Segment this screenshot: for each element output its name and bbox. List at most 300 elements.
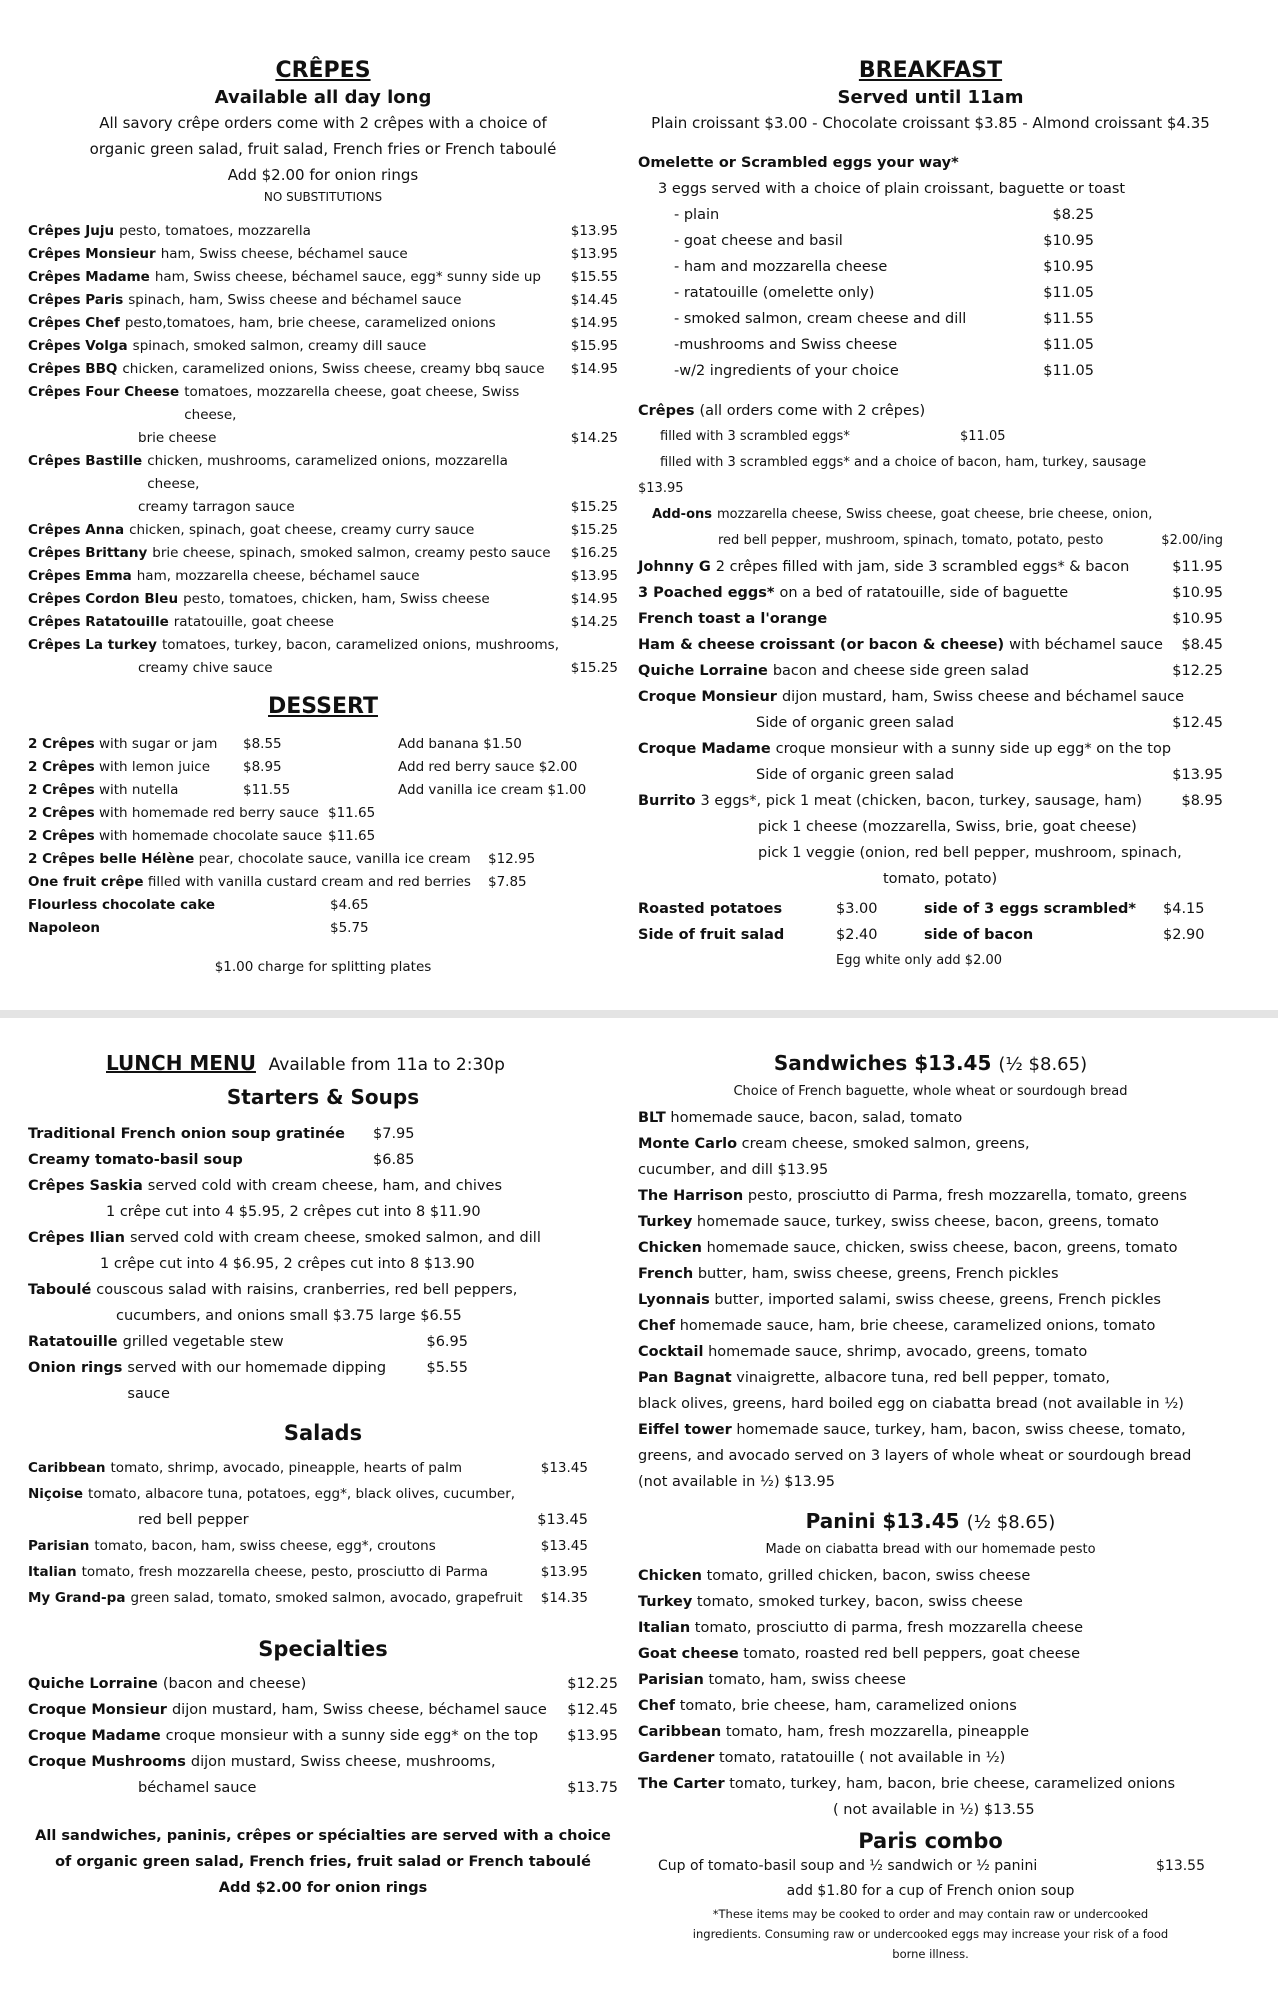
dessert-name-desc <box>28 917 330 940</box>
dessert-name-desc <box>28 802 328 825</box>
dessert-name: 2 Crêpes <box>28 782 95 798</box>
starter-item <box>28 1329 618 1355</box>
item-name: Crêpes Ratatouille <box>28 614 169 630</box>
specialty-item <box>28 1749 618 1775</box>
item-description: tomato, turkey, ham, bacon, brie cheese, caramelized onions <box>729 1776 1176 1792</box>
item-name: Croque Mushrooms <box>28 1754 186 1770</box>
omelette-option <box>638 254 1094 280</box>
egg-white-note: Egg white only add $2.00 <box>836 953 1003 968</box>
side-b: side of 3 eggs scrambled* <box>924 901 1137 917</box>
crepes-intro-3: Add $2.00 for onion rings <box>227 166 419 184</box>
crepe-item <box>28 542 618 565</box>
side-a: Roasted potatoes <box>638 901 783 917</box>
item-name: The Carter <box>638 1776 725 1792</box>
crepe-item <box>28 289 618 312</box>
specialty-item <box>28 1671 618 1697</box>
breakfast-crepes-line-2-price: $13.95 <box>638 481 684 496</box>
breakfast-item <box>638 658 1223 684</box>
item-description: tomato, shrimp, avocado, pineapple, hearts of palm <box>110 1460 463 1476</box>
dessert-list <box>28 733 618 940</box>
panini-item <box>638 1615 1223 1641</box>
dessert-item <box>28 917 618 940</box>
dessert-item <box>28 894 618 917</box>
item-description-continued: creamy chive sauce <box>138 660 273 676</box>
dessert-price: $7.85 <box>488 874 527 890</box>
dessert-name-desc <box>28 733 243 756</box>
dessert-item <box>28 756 618 779</box>
breakfast-crepes-note: (all orders come with 2 crêpes) <box>699 403 926 419</box>
item-name: Chef <box>638 1318 676 1334</box>
taboule-row: Taboulé couscous salad with raisins, cranberries, red bell peppers, <box>28 1282 518 1298</box>
item-price: $14.35 <box>540 1590 588 1606</box>
item-price: $14.25 <box>570 614 618 630</box>
crepe-item <box>28 381 618 427</box>
item-price: $13.75 <box>567 1780 618 1796</box>
side-bp: $4.15 <box>1163 901 1205 917</box>
dessert-price: $8.55 <box>243 736 282 752</box>
side-row <box>638 922 1223 948</box>
starters-list-2 <box>28 1329 618 1407</box>
starters-list <box>28 1121 618 1173</box>
sandwiches-section <box>638 1045 1223 1964</box>
croque-monsieur-row: Croque Monsieur dijon mustard, ham, Swiss cheese and béchamel sauce <box>638 689 1185 705</box>
crepes-title: CRÊPES <box>275 58 371 83</box>
dessert-name: Flourless chocolate cake <box>28 897 216 913</box>
item-price: $12.25 <box>567 1676 618 1692</box>
crepe-item <box>28 450 618 496</box>
addons-desc: mozzarella cheese, Swiss cheese, goat cheese, brie cheese, onion, <box>717 507 1153 522</box>
item-price: $13.95 <box>570 568 618 584</box>
omelette-option <box>638 202 1094 228</box>
item-name: Turkey <box>638 1594 693 1610</box>
sandwich-item <box>638 1365 1223 1391</box>
item-name: Quiche Lorraine <box>28 1676 158 1692</box>
sandwiches-title: Sandwiches $13.45 <box>773 1051 992 1075</box>
omelette-option <box>638 358 1094 384</box>
dessert-addon: Add vanilla ice cream $1.00 <box>398 782 587 798</box>
item-name: Italian <box>28 1564 77 1580</box>
option-price: $10.95 <box>1043 233 1094 249</box>
lunch-footer-2: of organic green salad, French fries, fruit salad or French taboulé <box>55 1854 591 1870</box>
dessert-addon: Add banana $1.50 <box>398 736 522 752</box>
breakfast-item <box>638 580 1223 606</box>
item-description: bacon and cheese side green salad <box>772 663 1029 679</box>
item-description-continued: red bell pepper <box>138 1512 249 1528</box>
breakfast-items <box>638 554 1223 684</box>
specialty-item <box>28 1723 618 1749</box>
croque-monsieur-cont: Side of organic green salad $12.45 <box>756 715 1223 731</box>
item-name: Parisian <box>638 1672 704 1688</box>
item-price: $12.25 <box>1172 663 1223 679</box>
item-price: $11.95 <box>1172 559 1223 575</box>
burrito-row: Burrito 3 eggs*, pick 1 meat (chicken, bacon, turkey, sausage, ham) $8.95 <box>638 793 1223 809</box>
addons-cont: red bell pepper, mushroom, spinach, tomato, potato, pesto <box>718 533 1104 548</box>
option-desc: -mushrooms and Swiss cheese <box>674 337 898 353</box>
option-desc: - ratatouille (omelette only) <box>674 285 875 301</box>
dessert-desc: filled with vanilla custard cream and red berries <box>147 874 471 890</box>
item-description: grilled vegetable stew <box>122 1334 284 1350</box>
salads-list <box>28 1455 618 1611</box>
dessert-desc: with sugar or jam <box>98 736 218 752</box>
item-description-continued: creamy tarragon sauce <box>138 499 295 515</box>
item-price: $12.45 <box>567 1702 618 1718</box>
lunch-section <box>28 1045 618 1901</box>
item-price: $15.55 <box>570 269 618 285</box>
item-name: BLT <box>638 1110 666 1126</box>
item-price: $13.95 <box>567 1728 618 1744</box>
side-bp: $2.90 <box>1163 927 1205 943</box>
item-description: cream cheese, smoked salmon, greens, <box>741 1136 1030 1152</box>
sandwich-item <box>638 1469 1223 1495</box>
item-name: My Grand-pa <box>28 1590 126 1606</box>
item-price: $6.95 <box>426 1334 468 1350</box>
crepe-item <box>28 634 618 657</box>
item-name: Crêpes Juju <box>28 223 115 239</box>
crepe-item <box>28 588 618 611</box>
dessert-note: $1.00 charge for splitting plates <box>214 959 432 975</box>
item-name: Turkey <box>638 1214 693 1230</box>
item-name: Johnny G <box>638 559 711 575</box>
item-name: Crêpes Chef <box>28 315 120 331</box>
item-description: dijon mustard, Swiss cheese, mushrooms, <box>190 1754 496 1770</box>
item-description: tomato, ham, fresh mozzarella, pineapple <box>725 1724 1030 1740</box>
item-description: (bacon and cheese) <box>162 1676 307 1692</box>
sandwiches-half-price: (½ $8.65) <box>998 1054 1088 1075</box>
item-description-continued: brie cheese <box>138 430 217 446</box>
sandwich-item <box>638 1417 1223 1443</box>
side-a: Side of fruit salad <box>638 927 785 943</box>
item-description: pesto, tomatoes, chicken, ham, Swiss cheese <box>183 591 490 607</box>
item-price: $15.25 <box>570 499 618 515</box>
item-description: tomatoes, turkey, bacon, caramelized onions, mushrooms, <box>161 637 559 653</box>
item-description: with béchamel sauce <box>1009 637 1163 653</box>
dessert-name: 2 Crêpes <box>28 759 95 775</box>
item-description: black olives, greens, hard boiled egg on ciabatta bread (not available in ½) <box>638 1396 1184 1412</box>
lunch-footer-3: Add $2.00 for onion rings <box>218 1880 428 1896</box>
item-description: brie cheese, spinach, smoked salmon, creamy pesto sauce <box>152 545 551 561</box>
item-description: homemade sauce, ham, brie cheese, caramelized onions, tomato <box>679 1318 1156 1334</box>
item-name: Onion rings <box>28 1360 123 1376</box>
option-desc: -w/2 ingredients of your choice <box>674 363 899 379</box>
dessert-name-desc <box>28 894 330 917</box>
item-name: Crêpes Paris <box>28 292 124 308</box>
dessert-name-desc <box>28 825 328 848</box>
item-name: Crêpes Anna <box>28 522 125 538</box>
item-name: Crêpes Bastille <box>28 453 143 469</box>
breakfast-item <box>638 606 1223 632</box>
allergy-note-3: borne illness. <box>892 1947 969 1961</box>
item-price: $15.95 <box>570 338 618 354</box>
dessert-item <box>28 848 618 871</box>
item-name: Lyonnais <box>638 1292 710 1308</box>
starter-item <box>28 1355 618 1407</box>
omelette-option <box>638 332 1094 358</box>
salad-item <box>28 1481 618 1507</box>
item-price: $14.45 <box>570 292 618 308</box>
item-price: $13.45 <box>537 1512 588 1528</box>
dessert-price: $4.65 <box>330 897 369 913</box>
item-description: pesto, prosciutto di Parma, fresh mozzarella, tomato, greens <box>747 1188 1187 1204</box>
sandwich-item <box>638 1339 1223 1365</box>
burrito-line-3: pick 1 veggie (onion, red bell pepper, mushroom, spinach, <box>758 845 1182 861</box>
item-price: $14.95 <box>570 361 618 377</box>
item-name: Chicken <box>638 1568 702 1584</box>
sandwich-item <box>638 1183 1223 1209</box>
item-description: pesto,tomatoes, ham, brie cheese, caramelized onions <box>124 315 496 331</box>
dessert-item <box>28 825 618 848</box>
salad-item <box>28 1559 618 1585</box>
crepe-item <box>28 611 618 634</box>
crepe-item <box>28 312 618 335</box>
panini-item <box>638 1745 1223 1771</box>
dessert-addon: Add red berry sauce $2.00 <box>398 759 578 775</box>
crepes-section <box>28 52 618 980</box>
breakfast-crepes-line-2: filled with 3 scrambled eggs* and a choice of bacon, ham, turkey, sausage <box>660 455 1147 470</box>
sandwich-item <box>638 1209 1223 1235</box>
item-name: Cocktail <box>638 1344 704 1360</box>
dessert-name-desc <box>28 756 243 779</box>
item-name: Chef <box>638 1698 676 1714</box>
paris-combo-title: Paris combo <box>858 1829 1003 1853</box>
breakfast-subtitle: Served until 11am <box>837 87 1024 108</box>
salad-item <box>28 1585 618 1611</box>
crepe-item <box>28 565 618 588</box>
item-name: Ratatouille <box>28 1334 118 1350</box>
side-ap: $3.00 <box>836 901 878 917</box>
sandwich-item <box>638 1443 1223 1469</box>
item-description: tomato, albacore tuna, potatoes, egg*, black olives, cucumber, <box>88 1486 516 1502</box>
item-name: Crêpes Monsieur <box>28 246 156 262</box>
panini-title-line <box>638 1509 1223 1533</box>
item-description: ratatouille, goat cheese <box>173 614 334 630</box>
item-description: chicken, spinach, goat cheese, creamy curry sauce <box>129 522 475 538</box>
item-name: Chicken <box>638 1240 702 1256</box>
starters-title: Starters & Soups <box>226 1085 420 1109</box>
breakfast-title: BREAKFAST <box>858 58 1003 83</box>
item-description: butter, ham, swiss cheese, greens, French pickles <box>697 1266 1059 1282</box>
item-description: vinaigrette, albacore tuna, red bell pepper, tomato, <box>736 1370 1110 1386</box>
croissant-prices: Plain croissant $3.00 - Chocolate croissant $3.85 - Almond croissant $4.35 <box>651 114 1210 132</box>
item-description: tomato, smoked turkey, bacon, swiss cheese <box>696 1594 1023 1610</box>
breakfast-crepes-line-1-price: $11.05 <box>960 429 1006 444</box>
panini-title: Panini $13.45 <box>805 1509 960 1533</box>
item-name: Parisian <box>28 1538 90 1554</box>
croque-madame-cont: Side of organic green salad $13.95 <box>756 767 1223 783</box>
dessert-title: DESSERT <box>268 694 378 719</box>
lunch-title-line <box>106 1051 618 1075</box>
crepes-intro-4: NO SUBSTITUTIONS <box>263 190 383 204</box>
item-name: Caribbean <box>638 1724 722 1740</box>
breakfast-section <box>638 52 1223 974</box>
option-desc: - goat cheese and basil <box>674 233 843 249</box>
item-name: Crêpes Madame <box>28 269 150 285</box>
item-name: Gardener <box>638 1750 715 1766</box>
dessert-name: Napoleon <box>28 920 101 936</box>
item-name: French <box>638 1266 694 1282</box>
item-price: $5.55 <box>426 1360 468 1376</box>
crepe-item <box>28 358 618 381</box>
side-row <box>638 896 1223 922</box>
item-name: Goat cheese <box>638 1646 739 1662</box>
option-price: $11.05 <box>1043 337 1094 353</box>
breakfast-item <box>638 554 1223 580</box>
item-description: spinach, ham, Swiss cheese and béchamel sauce <box>128 292 462 308</box>
item-description: ham, mozzarella cheese, béchamel sauce <box>136 568 420 584</box>
ilian-cont: 1 crêpe cut into 4 $6.95, 2 crêpes cut into 8 $13.90 <box>100 1256 475 1272</box>
paris-combo-row: Cup of tomato-basil soup and ½ sandwich or ½ panini $13.55 <box>658 1858 1205 1874</box>
dessert-price: $8.95 <box>243 759 282 775</box>
crepe-item <box>28 243 618 266</box>
crepes-intro-2: organic green salad, fruit salad, French fries or French taboulé <box>89 140 557 158</box>
item-description: spinach, smoked salmon, creamy dill sauce <box>132 338 427 354</box>
dessert-item <box>28 802 618 825</box>
option-price: $11.55 <box>1043 311 1094 327</box>
item-description: ham, Swiss cheese, béchamel sauce <box>160 246 408 262</box>
item-price: $14.25 <box>570 430 618 446</box>
paris-combo-add: add $1.80 for a cup of French onion soup <box>786 1883 1075 1899</box>
section-divider <box>0 1010 1278 1018</box>
item-description: tomato, brie cheese, ham, caramelized onions <box>679 1698 1017 1714</box>
item-description: tomato, ham, swiss cheese <box>708 1672 906 1688</box>
panini-item <box>638 1771 1223 1797</box>
item-name: Eiffel tower <box>638 1422 732 1438</box>
breakfast-sides <box>638 896 1223 948</box>
dessert-name: 2 Crêpes <box>28 805 95 821</box>
option-desc: - plain <box>674 207 720 223</box>
item-description: tomato, roasted red bell peppers, goat cheese <box>743 1646 1081 1662</box>
sandwich-item <box>638 1131 1223 1157</box>
crepe-item <box>28 220 618 243</box>
sandwich-item <box>638 1287 1223 1313</box>
dessert-name: 2 Crêpes <box>28 736 95 752</box>
item-description: (not available in ½) $13.95 <box>638 1474 835 1490</box>
lunch-hours: Available from 11a to 2:30p <box>268 1055 505 1075</box>
item-name: Crêpes Brittany <box>28 545 148 561</box>
item-description: tomato, bacon, ham, swiss cheese, egg*, croutons <box>94 1538 436 1554</box>
item-description: greens, and avocado served on 3 layers of whole wheat or sourdough bread <box>638 1448 1192 1464</box>
item-name: Crêpes Volga <box>28 338 128 354</box>
carter-cont: ( not available in ½) $13.55 <box>833 1802 1035 1818</box>
item-price: $8.45 <box>1181 637 1223 653</box>
omelette-sub: 3 eggs served with a choice of plain croissant, baguette or toast <box>658 181 1126 197</box>
item-description: homemade sauce, turkey, swiss cheese, bacon, greens, tomato <box>696 1214 1159 1230</box>
omelette-title: Omelette or Scrambled eggs your way* <box>638 155 959 171</box>
sandwiches-title-line <box>638 1051 1223 1075</box>
specialty-item-continued <box>28 1775 618 1801</box>
omelette-option <box>638 228 1094 254</box>
item-price: $10.95 <box>1172 611 1223 627</box>
item-name: Monte Carlo <box>638 1136 738 1152</box>
dessert-price: $11.55 <box>243 782 291 798</box>
item-price: $15.25 <box>570 660 618 676</box>
panini-item <box>638 1589 1223 1615</box>
panini-item <box>638 1693 1223 1719</box>
omelette-option <box>638 306 1094 332</box>
option-desc: - ham and mozzarella cheese <box>674 259 888 275</box>
item-description: tomato, fresh mozzarella cheese, pesto, prosciutto di Parma <box>81 1564 489 1580</box>
item-price: $14.95 <box>570 315 618 331</box>
item-description: cucumber, and dill $13.95 <box>638 1162 829 1178</box>
item-description: croque monsieur with a sunny side egg* on the top <box>165 1728 539 1744</box>
option-price: $11.05 <box>1043 363 1094 379</box>
item-price: $13.95 <box>540 1564 588 1580</box>
lunch-footer-1: All sandwiches, paninis, crêpes or spécialties are served with a choice <box>35 1828 611 1844</box>
panini-item <box>638 1641 1223 1667</box>
burrito-line-4: tomato, potato) <box>883 871 998 887</box>
panini-item <box>638 1719 1223 1745</box>
breakfast-crepes-title: Crêpes <box>638 403 695 419</box>
salad-item <box>28 1455 618 1481</box>
salads-title: Salads <box>283 1421 363 1445</box>
dessert-price: $11.65 <box>328 805 376 821</box>
saskia-row: Crêpes Saskia served cold with cream cheese, ham, and chives <box>28 1178 502 1194</box>
item-name: French toast a l'orange <box>638 611 828 627</box>
omelette-option <box>638 280 1094 306</box>
dessert-price: $5.75 <box>330 920 369 936</box>
item-description: tomatoes, mozzarella cheese, goat cheese, Swiss cheese, <box>184 384 520 423</box>
specialties-title: Specialties <box>258 1637 388 1661</box>
item-description-continued: béchamel sauce <box>138 1780 257 1796</box>
addons-price: $2.00/ing <box>1161 533 1223 548</box>
panini-half-price: (½ $8.65) <box>966 1512 1056 1533</box>
sandwich-item <box>638 1391 1223 1417</box>
allergy-note-1: *These items may be cooked to order and may contain raw or undercooked <box>712 1907 1149 1921</box>
sandwich-item <box>638 1261 1223 1287</box>
crepes-list <box>28 220 618 680</box>
item-description: chicken, caramelized onions, Swiss cheese, creamy bbq sauce <box>122 361 545 377</box>
dessert-name: 2 Crêpes belle Hélène <box>28 851 195 867</box>
item-name: Crêpes Cordon Bleu <box>28 591 179 607</box>
item-description: chicken, mushrooms, caramelized onions, mozzarella cheese, <box>147 453 508 492</box>
item-description: tomato, grilled chicken, bacon, swiss cheese <box>706 1568 1031 1584</box>
burrito-line-2: pick 1 cheese (mozzarella, Swiss, brie, goat cheese) <box>758 819 1137 835</box>
addons-name: Add-ons <box>652 507 712 522</box>
dessert-name-desc <box>28 871 488 894</box>
dessert-item <box>28 871 618 894</box>
ilian-row: Crêpes Ilian served cold with cream cheese, smoked salmon, and dill <box>28 1230 541 1246</box>
dessert-item <box>28 733 618 756</box>
item-description: butter, imported salami, swiss cheese, greens, French pickles <box>714 1292 1161 1308</box>
item-name: Crêpes La turkey <box>28 637 157 653</box>
item-description: 2 crêpes filled with jam, side 3 scrambled eggs* & bacon <box>715 559 1130 575</box>
item-name: Croque Madame <box>28 1728 161 1744</box>
allergy-note-2: ingredients. Consuming raw or undercooked eggs may increase your risk of a food <box>692 1927 1169 1941</box>
item-price: $13.45 <box>540 1460 588 1476</box>
panini-item <box>638 1667 1223 1693</box>
specialty-item <box>28 1697 618 1723</box>
panini-list <box>638 1563 1223 1797</box>
item-description: tomato, ratatouille ( not available in ½) <box>718 1750 1006 1766</box>
dessert-name-desc <box>28 779 243 802</box>
breakfast-item <box>638 632 1223 658</box>
item-price: $13.95 <box>570 246 618 262</box>
item-price: $16.25 <box>570 545 618 561</box>
item-description: green salad, tomato, smoked salmon, avocado, grapefruit <box>130 1590 523 1606</box>
dessert-price: $12.95 <box>488 851 536 867</box>
dessert-desc: with lemon juice <box>98 759 211 775</box>
item-description: homemade sauce, shrimp, avocado, greens, tomato <box>708 1344 1088 1360</box>
item-description: tomato, prosciutto di parma, fresh mozzarella cheese <box>694 1620 1084 1636</box>
item-description: pesto, tomatoes, mozzarella <box>119 223 311 239</box>
dessert-desc: pear, chocolate sauce, vanilla ice cream <box>198 851 471 867</box>
sandwich-item <box>638 1157 1223 1183</box>
item-description: homemade sauce, chicken, swiss cheese, bacon, greens, tomato <box>706 1240 1178 1256</box>
item-description: homemade sauce, turkey, ham, bacon, swiss cheese, tomato, <box>736 1422 1186 1438</box>
crepe-item <box>28 519 618 542</box>
dessert-name: One fruit crêpe <box>28 874 144 890</box>
crepe-item <box>28 266 618 289</box>
sandwich-item <box>638 1313 1223 1339</box>
